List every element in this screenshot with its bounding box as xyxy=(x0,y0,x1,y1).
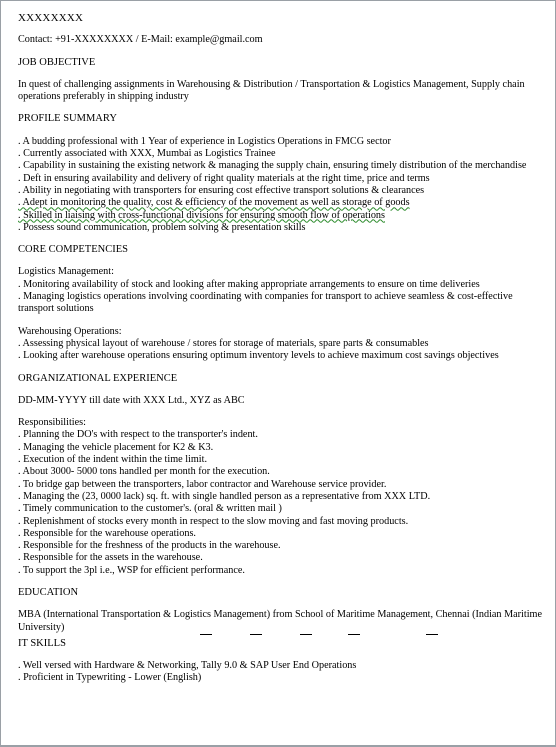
page-bottom-border xyxy=(1,745,555,746)
contact-line: Contact: +91-XXXXXXXX / E-Mail: example@gmail.com xyxy=(18,34,263,46)
list-item: . Assessing physical layout of warehouse / stores for storage of materials, spare parts & consumables xyxy=(18,337,429,349)
list-item: . Currently associated with XXX, Mumbai as Logistics Trainee xyxy=(18,148,276,160)
list-item: . Managing the (23, 0000 lack) sq. ft. with single handled person as a representative from XXX LTD. xyxy=(18,490,431,502)
list-item: . Execution of the indent within the time limit. xyxy=(18,454,208,466)
candidate-name: XXXXXXXX xyxy=(18,12,84,24)
resume-content xyxy=(18,8,545,685)
section-heading-it-skills: IT SKILLS xyxy=(18,637,66,649)
list-item: . Deft in ensuring availability and delivery of right quality materials at the right time, price and terms xyxy=(18,172,430,184)
logistics-subheading: Logistics Management: xyxy=(18,266,114,278)
list-item: . Adept in monitoring the quality, cost & efficiency of the movement as well as storage of goods xyxy=(18,197,410,209)
warehousing-subheading: Warehousing Operations: xyxy=(18,325,122,337)
section-heading-profile-summary: PROFILE SUMMARY xyxy=(18,113,117,125)
list-item: . Managing logistics operations involving coordinating with companies for transport to achieve seamless & cost-effective transport solutions xyxy=(18,291,513,315)
list-item: . Responsible for the warehouse operations. xyxy=(18,527,196,539)
list-item: . Planning the DO's with respect to the transporter's indent. xyxy=(18,429,258,441)
list-item: . About 3000- 5000 tons handled per month for the execution. xyxy=(18,466,270,478)
list-item: . To bridge gap between the transporters, labor contractor and Warehouse service provider. xyxy=(18,478,387,490)
list-item: . Well versed with Hardware & Networking, Tally 9.0 & SAP User End Operations xyxy=(18,660,357,672)
list-item: . Possess sound communication, problem solving & presentation skills xyxy=(18,221,306,233)
list-item: . Responsible for the assets in the warehouse. xyxy=(18,552,203,564)
section-heading-education: EDUCATION xyxy=(18,586,79,598)
list-item: . Responsible for the freshness of the products in the warehouse. xyxy=(18,540,281,552)
list-item: . Managing the vehicle placement for K2 & K3. xyxy=(18,441,214,453)
list-item: . Replenishment of stocks every month in respect to the slow moving and fast moving products. xyxy=(18,515,409,527)
education-text: MBA (International Transportation & Logistics Management) from School of Maritime Management, Chennai (Indian Maritime University) xyxy=(18,609,542,633)
list-item: . A budding professional with 1 Year of experience in Logistics Operations in FMCG sector xyxy=(18,135,391,147)
list-item: . To support the 3pl i.e., WSP for efficient performance. xyxy=(18,564,245,576)
list-item: . Skilled in liaising with cross-functional divisions for ensuring smooth flow of operations xyxy=(18,209,385,221)
list-item: . Proficient in Typewriting - Lower (English) xyxy=(18,672,202,684)
underline-dashes xyxy=(18,634,545,638)
section-heading-organizational-experience: ORGANIZATIONAL EXPERIENCE xyxy=(18,372,178,384)
employment-period: DD-MM-YYYY till date with XXX Ltd., XYZ as ABC xyxy=(18,394,245,406)
responsibilities-list xyxy=(18,429,545,577)
list-item: . Timely communication to the customer's. (oral & written mail ) xyxy=(18,503,282,515)
responsibilities-subheading: Responsibilities: xyxy=(18,417,86,429)
section-heading-core-competencies: CORE COMPETENCIES xyxy=(18,244,128,256)
profile-summary-list xyxy=(18,136,545,234)
job-objective-text: In quest of challenging assignments in Warehousing & Distribution / Transportation & Logistics Management, Supply chain operations preferably in shipping industry xyxy=(18,78,525,103)
list-item: . Looking after warehouse operations ensuring optimum inventory levels to achieve maximum cost savings objectives xyxy=(18,350,499,362)
list-item: . Capability in sustaining the existing network & managing the supply chain, ensuring timely distribution of the merchandise xyxy=(18,160,527,172)
list-item: . Ability in negotiating with transporters for ensuring cost effective transport solutions & clearances xyxy=(18,184,425,196)
list-item: . Monitoring availability of stock and looking after making appropriate arrangements to ensure on time deliveries xyxy=(18,278,480,290)
section-heading-job-objective: JOB OBJECTIVE xyxy=(18,56,96,68)
